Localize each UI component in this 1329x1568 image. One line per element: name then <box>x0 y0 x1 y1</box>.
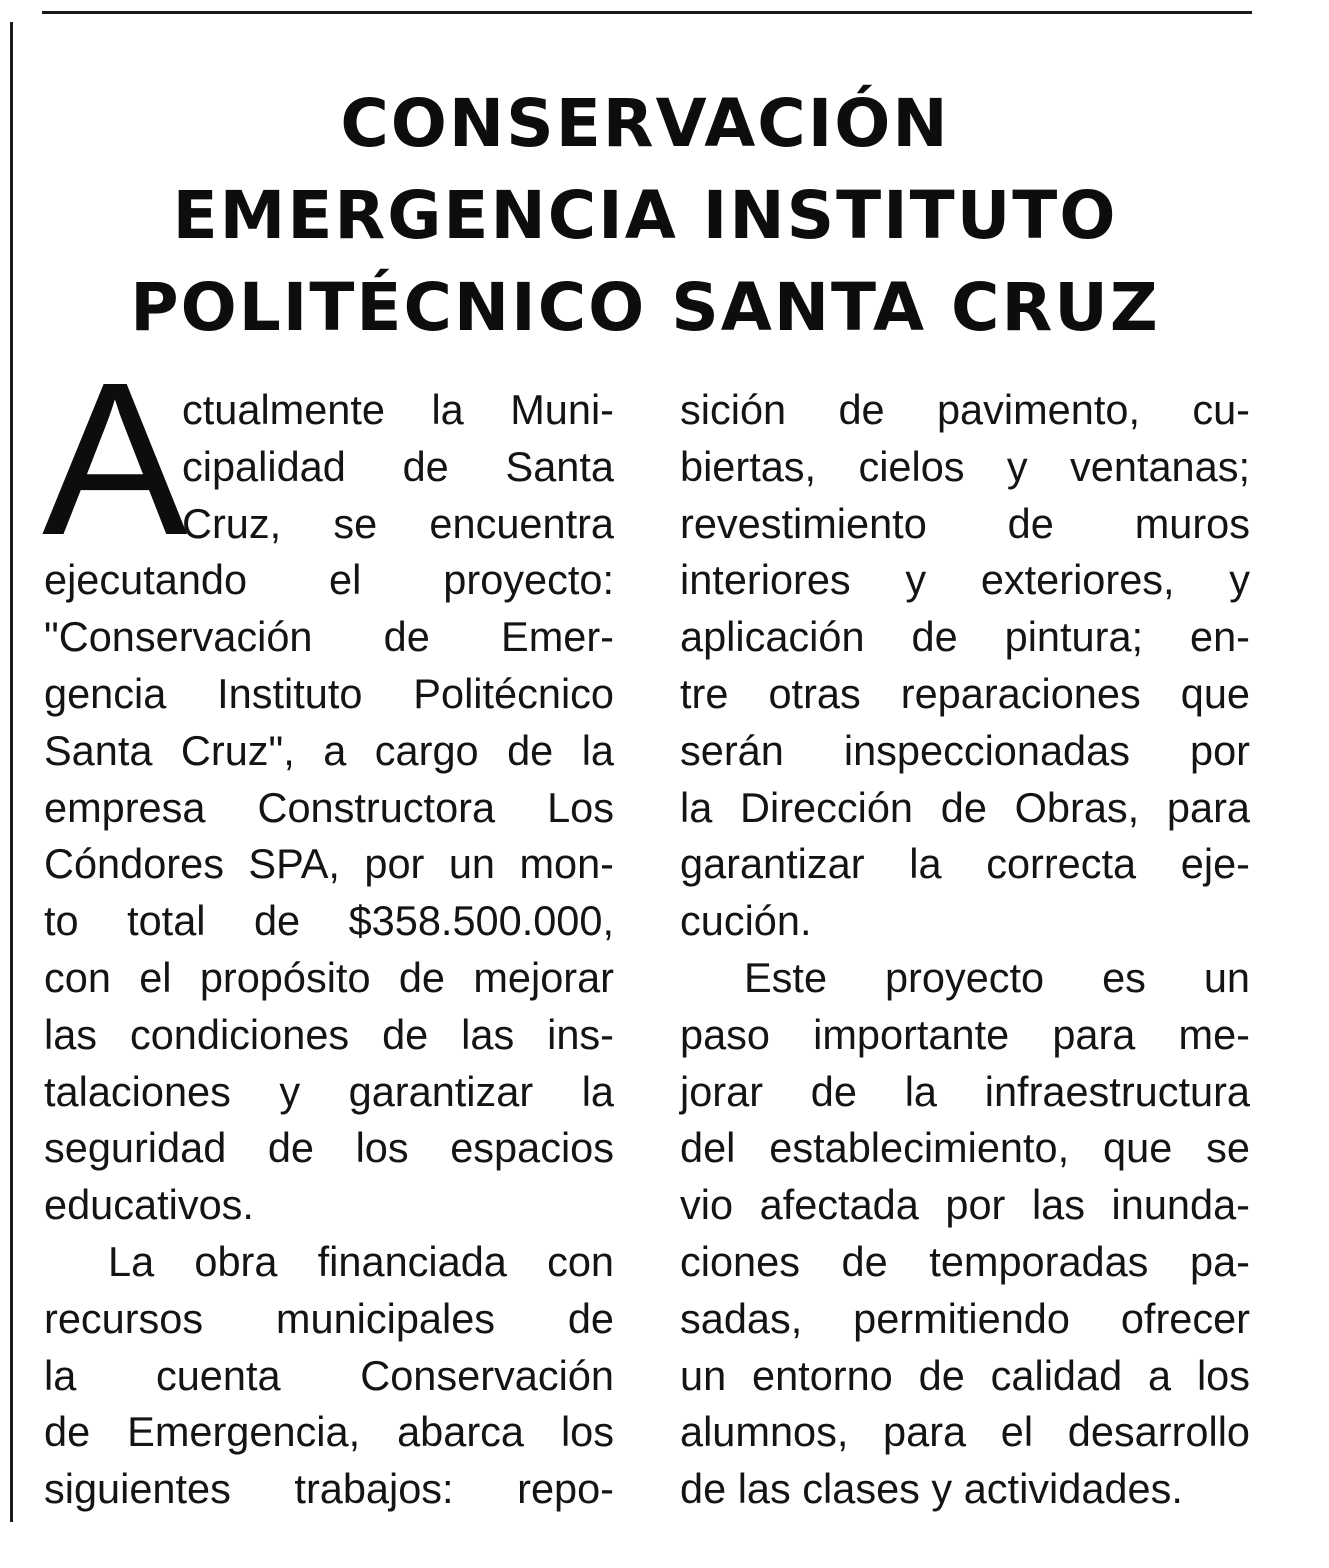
headline-line: EMERGENCIA INSTITUTO <box>172 177 1118 254</box>
text-line: Cóndores SPA, por un mon- <box>44 840 614 888</box>
text-line: serán inspeccionadas por <box>680 726 1250 774</box>
text-line: de Emergencia, abarca los <box>44 1408 614 1456</box>
top-rule <box>42 11 1252 14</box>
text-line: Este proyecto es un <box>744 953 1250 1001</box>
text-line: cipalidad de Santa <box>182 442 614 490</box>
drop-cap: A <box>42 338 188 581</box>
article-headline <box>30 78 1260 354</box>
text-line: talaciones y garantizar la <box>44 1067 614 1115</box>
text-line: to total de $358.500.000, <box>44 897 614 945</box>
left-column-rule <box>10 22 13 1522</box>
left-text-column <box>44 382 614 1518</box>
text-line: cución. <box>680 897 812 945</box>
right-text-column <box>680 382 1250 1518</box>
headline-line: POLITÉCNICO SANTA CRUZ <box>130 269 1160 346</box>
text-line: aplicación de pintura; en- <box>680 613 1250 661</box>
text-line: Cruz, se encuentra <box>182 499 614 547</box>
text-line: paso importante para me- <box>680 1010 1250 1058</box>
text-line: jorar de la infraestructura <box>680 1067 1250 1115</box>
text-line: garantizar la correcta eje- <box>680 840 1250 888</box>
text-line: las condiciones de las ins- <box>44 1010 614 1058</box>
text-line: biertas, cielos y ventanas; <box>680 442 1250 490</box>
text-line: del establecimiento, que se <box>680 1124 1250 1172</box>
text-line: empresa Constructora Los <box>44 783 614 831</box>
text-line: seguridad de los espacios <box>44 1124 614 1172</box>
text-line: sadas, permitiendo ofrecer <box>680 1294 1250 1342</box>
text-line: recursos municipales de <box>44 1294 614 1342</box>
text-line: ciones de temporadas pa- <box>680 1237 1250 1285</box>
text-line: sición de pavimento, cu- <box>680 386 1250 433</box>
text-line: de las clases y actividades. <box>680 1465 1183 1513</box>
text-line: siguientes trabajos: repo- <box>44 1465 614 1513</box>
text-line: alumnos, para el desarrollo <box>680 1408 1250 1456</box>
text-line: la cuenta Conservación <box>44 1351 614 1399</box>
headline-line: CONSERVACIÓN <box>340 85 950 162</box>
text-line: con el propósito de mejorar <box>44 953 614 1001</box>
text-line: la Dirección de Obras, para <box>680 783 1250 831</box>
text-line: interiores y exteriores, y <box>680 556 1250 604</box>
text-line: revestimiento de muros <box>680 499 1250 547</box>
text-line: un entorno de calidad a los <box>680 1351 1250 1399</box>
text-line: La obra financiada con <box>108 1237 614 1285</box>
text-line: gencia Instituto Politécnico <box>44 669 614 717</box>
text-line: "Conservación de Emer- <box>44 613 614 661</box>
text-line: tre otras reparaciones que <box>680 669 1250 717</box>
text-line: ctualmente la Muni- <box>182 386 614 433</box>
text-line: Santa Cruz", a cargo de la <box>44 726 614 774</box>
text-line: ejecutando el proyecto: <box>44 556 614 604</box>
text-line: educativos. <box>44 1181 254 1229</box>
text-line: vio afectada por las inunda- <box>680 1181 1250 1229</box>
